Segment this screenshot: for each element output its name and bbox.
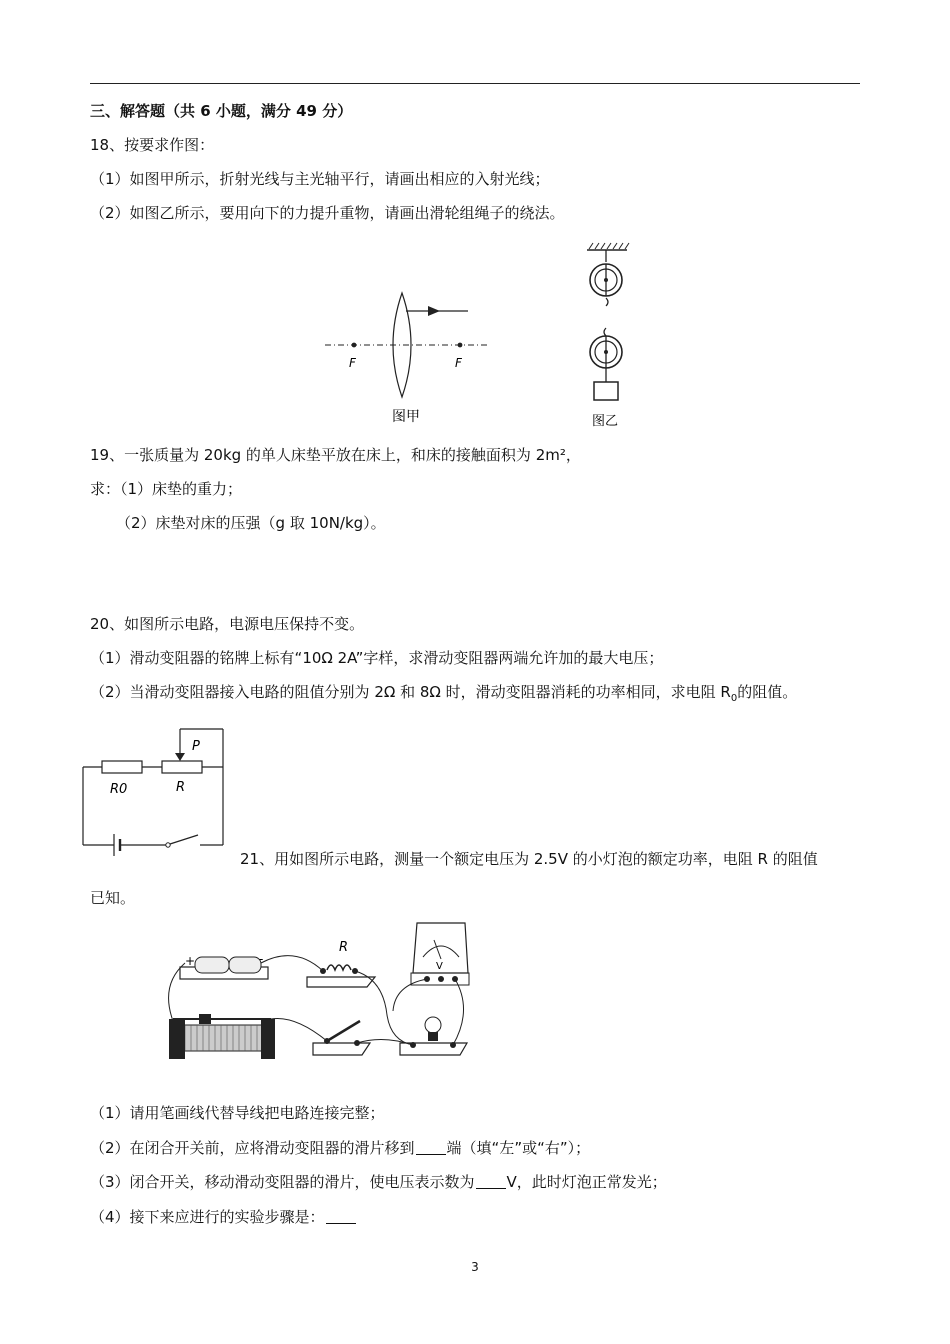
fig-b-caption: 图乙 xyxy=(592,414,619,429)
q21-stem-cont: 已知。 xyxy=(90,889,136,907)
figure-apparatus-q21 xyxy=(155,915,480,1070)
label-r-q21: R xyxy=(339,940,349,955)
q18-stem: 18、按要求作图： xyxy=(90,136,215,154)
page-number: 3 xyxy=(471,1260,479,1274)
q21-part1: （1）请用笔画线代替导线把电路连接完整； xyxy=(90,1104,385,1122)
answer-blank-2[interactable] xyxy=(416,1140,446,1155)
q21-part4: （4）接下来应进行的实验步骤是： xyxy=(90,1207,357,1227)
figure-pulley xyxy=(575,240,640,430)
q21-stem: 21、用如图所示电路，测量一个额定电压为 2.5V 的小灯泡的额定功率，电阻 R 的阻值 xyxy=(240,850,818,868)
figure-circuit-q20 xyxy=(80,725,230,865)
label-v: V xyxy=(436,961,443,972)
label-r0: R0 xyxy=(110,782,128,797)
fig-a-caption: 图甲 xyxy=(392,409,420,425)
focus-label-left: F xyxy=(349,356,356,370)
focus-label-right: F xyxy=(455,356,462,370)
battery-minus: - xyxy=(259,952,264,966)
q20-part2: （2）当滑动变阻器接入电路的阻值分别为 2Ω 和 8Ω 时，滑动变阻器消耗的功率相同，求电阻 $R_0$的阻值。 xyxy=(90,683,798,704)
q19-stem: 19、一张质量为 20kg 的单人床垫平放在床上，和床的接触面积为 2m²， xyxy=(90,446,581,464)
q18-part2: （2）如图乙所示，要用向下的力提升重物，请画出滑轮组绳子的绕法。 xyxy=(90,204,565,222)
answer-blank-4[interactable] xyxy=(326,1209,356,1224)
answer-blank-3[interactable] xyxy=(476,1174,506,1189)
q20-stem: 20、如图所示电路，电源电压保持不变。 xyxy=(90,615,365,633)
q19-part2: （2）床垫对床的压强（g 取 10N/kg）。 xyxy=(116,514,386,532)
header-rule xyxy=(90,83,860,84)
q21-part2: （2）在闭合开关前，应将滑动变阻器的滑片移到 端（填“左”或“右”）； xyxy=(90,1139,591,1157)
figure-lens xyxy=(320,285,495,430)
q20-part1: （1）滑动变阻器的铭牌上标有“10Ω 2A”字样，求滑动变阻器两端允许加的最大电压； xyxy=(90,649,664,667)
q18-part1: （1）如图甲所示，折射光线与主光轴平行，请画出相应的入射光线； xyxy=(90,170,550,188)
battery-plus: + xyxy=(185,954,196,968)
q21-part3: （3）闭合开关，移动滑动变阻器的滑片，使电压表示数为 V，此时灯泡正常发光； xyxy=(90,1173,667,1191)
label-p: P xyxy=(192,739,200,754)
q19-part1: 求：（1）床垫的重力； xyxy=(90,480,243,498)
section-title: 三、解答题（共 6 小题，满分 49 分） xyxy=(90,102,353,120)
label-r: R xyxy=(176,780,186,795)
